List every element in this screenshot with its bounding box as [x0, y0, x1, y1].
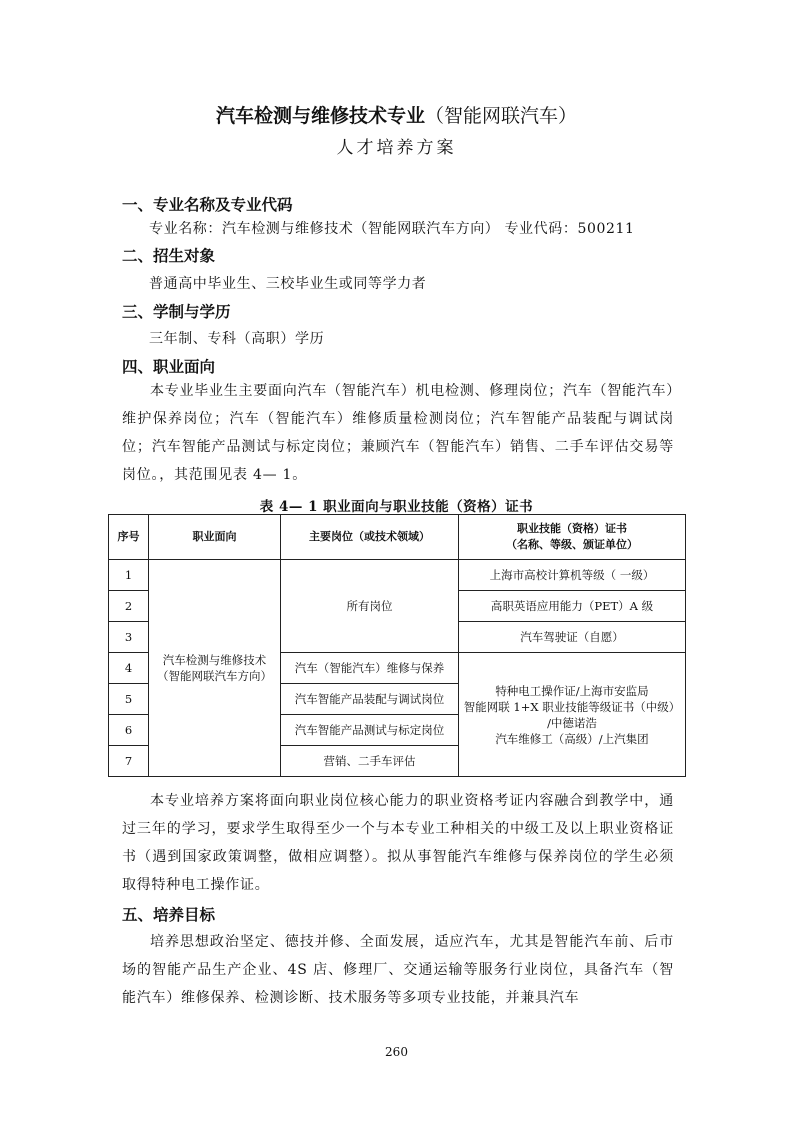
section-5-paragraph: 培养思想政治坚定、德技并修、全面发展，适应汽车，尤其是智能汽车前、后市场的智能产品生产企业、4S 店、修理厂、交通运输等服务行业岗位，具备汽车（智能汽车）维修保养、检测诊断、技术服务等多项专业技能，并兼具汽车: [122, 934, 674, 1006]
header-certs-line1: 职业技能（资格）证书: [517, 522, 627, 535]
section-1-heading: 一、专业名称及专业代码: [122, 196, 293, 214]
section-3-text: 三年制、专科（高职）学历: [149, 331, 325, 347]
cert-block-line: /中德诺浩: [547, 715, 597, 730]
orientation-line2: （智能网联汽车方向）: [157, 669, 272, 683]
post-cell: 汽车（智能汽车）维修与保养: [281, 653, 459, 684]
table-header-row: [109, 515, 686, 560]
cert-cell: 高职英语应用能力（PET）A 级: [459, 591, 686, 622]
header-orientation: 职业面向: [149, 515, 281, 560]
section-2-text: 普通高中毕业生、三校毕业生或同等学力者: [149, 276, 427, 292]
header-certs: [459, 515, 686, 560]
seq-cell: 1: [109, 560, 149, 591]
table-row: [109, 560, 686, 591]
cert-block-line: 特种电工操作证/上海市安监局: [495, 683, 649, 698]
section-1-text: 专业名称：汽车检测与维修技术（智能网联汽车方向） 专业代码：500211: [149, 221, 635, 237]
after-table-paragraph: 本专业培养方案将面向职业岗位核心能力的职业资格考证内容融合到教学中，通过三年的学习，要求学生取得至少一个与本专业工种相关的中级工及以上职业资格证书（遇到国家政策调整，做相应调整）。拟从事智能汽车维修与保养岗位的学生必须取得特种电工操作证。: [122, 793, 674, 893]
cert-cell: 上海市高校计算机等级（ 一级）: [459, 560, 686, 591]
table-caption: 表 4— 1 职业面向与职业技能（资格）证书: [259, 499, 534, 515]
title-main: 汽车检测与维修技术专业: [215, 105, 425, 127]
section-2-heading: 二、招生对象: [122, 247, 216, 265]
section-4-paragraph: 本专业毕业生主要面向汽车（智能汽车）机电检测、修理岗位；汽车（智能汽车）维护保养岗位；汽车（智能汽车）维修质量检测岗位；汽车智能产品装配与调试岗位；汽车智能产品测试与标定岗位；兼顾汽车（智能汽车）销售、二手车评估交易等岗位。，其范围见表 4— 1。: [122, 383, 674, 483]
cert-block-line: 汽车维修工（高级）/上汽集团: [495, 731, 649, 746]
post-cell: 汽车智能产品测试与标定岗位: [281, 715, 459, 746]
orientation-line1: 汽车检测与维修技术: [162, 653, 267, 667]
header-certs-line2: （名称、等级、颁证单位）: [506, 538, 638, 551]
seq-cell: 4: [109, 653, 149, 684]
career-table: [108, 514, 686, 777]
seq-cell: 2: [109, 591, 149, 622]
section-5-heading: 五、培养目标: [122, 906, 216, 924]
cert-cell: 汽车驾驶证（自愿）: [459, 622, 686, 653]
post-cell: 汽车智能产品装配与调试岗位: [281, 684, 459, 715]
document-title: [0, 101, 793, 128]
page-number: 260: [385, 1045, 408, 1059]
seq-cell: 5: [109, 684, 149, 715]
document-subtitle: 人才培养方案: [336, 138, 457, 158]
post-cell: 营销、二手车评估: [281, 746, 459, 777]
section-3-heading: 三、学制与学历: [122, 303, 231, 321]
section-4-heading: 四、职业面向: [122, 358, 216, 376]
cert-block-line: 智能网联 1+X 职业技能等级证书（中级）: [463, 699, 681, 714]
post-cell: 所有岗位: [281, 560, 459, 653]
orientation-cell: [149, 560, 281, 777]
cert-block-cell: [459, 653, 686, 777]
header-posts: 主要岗位（或技术领域）: [281, 515, 459, 560]
seq-cell: 3: [109, 622, 149, 653]
title-paren: （智能网联汽车）: [425, 105, 578, 127]
seq-cell: 6: [109, 715, 149, 746]
header-seq: 序号: [109, 515, 149, 560]
seq-cell: 7: [109, 746, 149, 777]
